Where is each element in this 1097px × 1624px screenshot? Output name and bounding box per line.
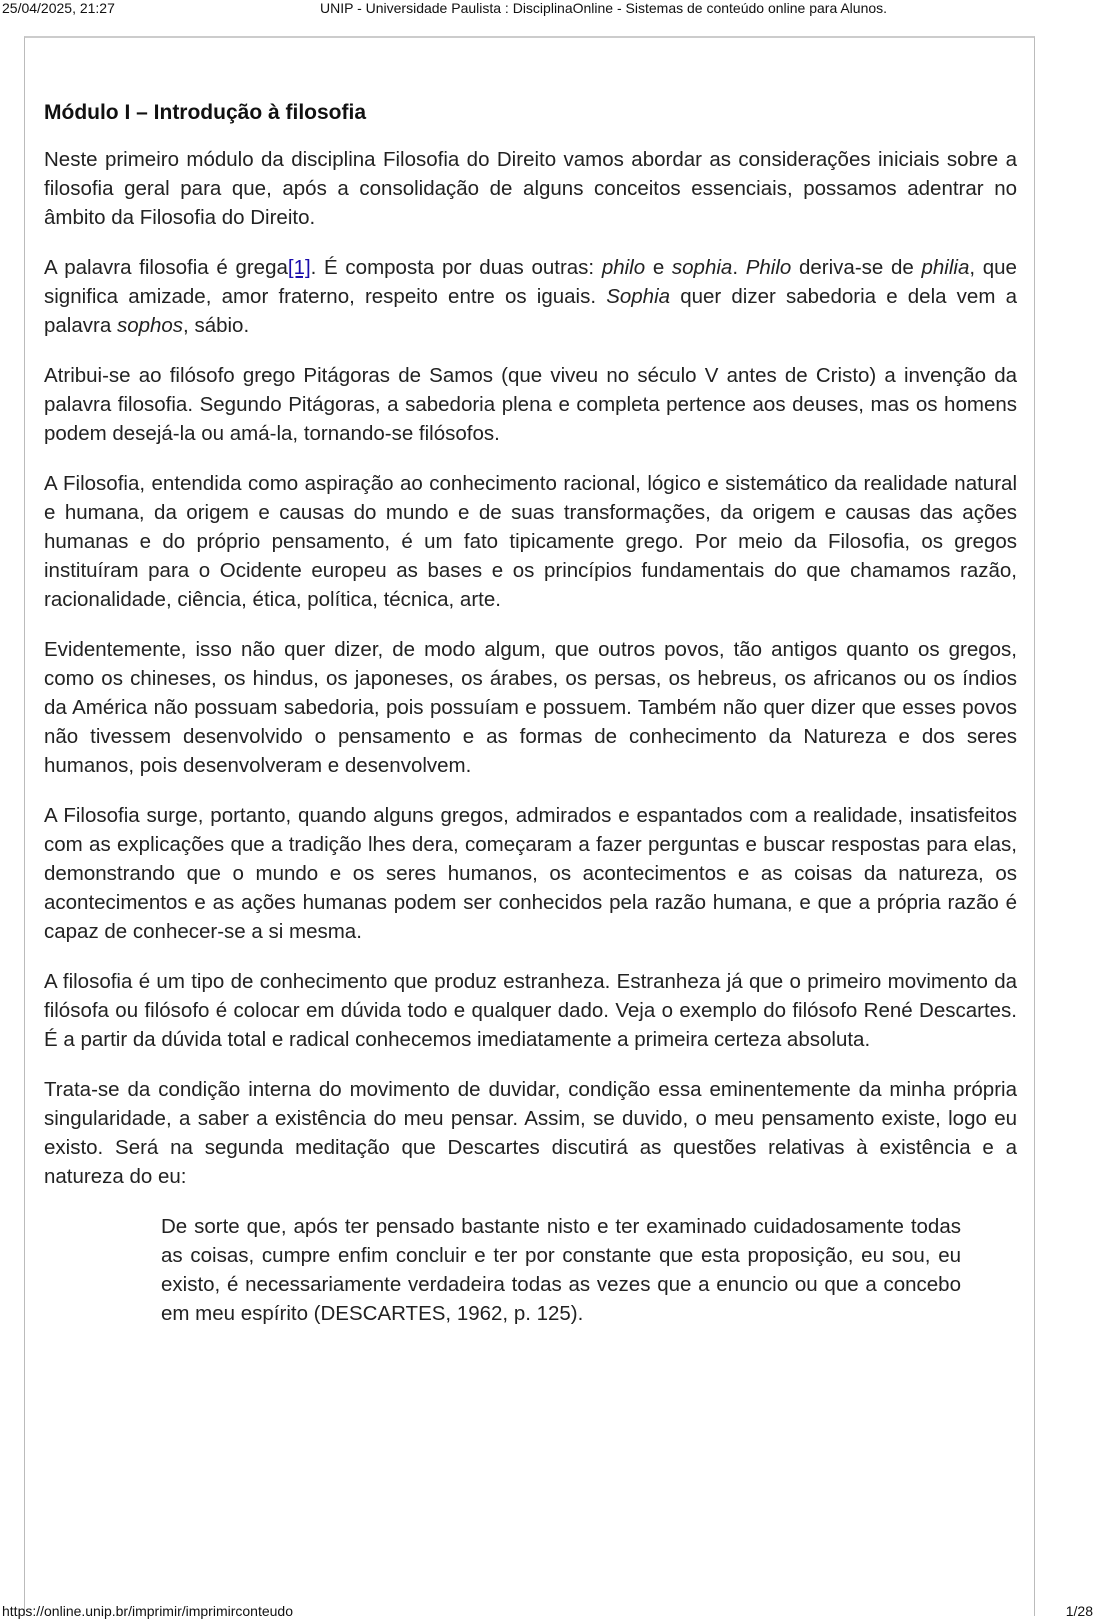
paragraph-pythagoras: Atribui-se ao filósofo grego Pitágoras de Samos (que viveu no século V antes de Cristo) a invenção da palavra filosofia. Segundo Pitágoras, a sabedoria plena e completa pertence aos deuses, mas os homens podem desejá-la ou amá-la, tornando-se filósofos. — [44, 364, 1017, 445]
italic-term: philo — [601, 256, 646, 279]
print-url: https://online.unip.br/imprimir/imprimirconteudo — [2, 1603, 293, 1619]
text: A palavra filosofia é grega — [44, 256, 288, 279]
paragraph-strangeness: A filosofia é um tipo de conhecimento que produz estranheza. Estranheza já que o primeiro movimento da filósofa ou filósofo é colocar em dúvida todo e qualquer dado. Veja o exemplo do filósofo René Descartes. É a partir da dúvida total e radical conhecemos imediatamente a primeira certeza absoluta. — [44, 970, 1017, 1051]
text: quer dizer sabedoria e dela vem a palavra — [44, 285, 1017, 337]
italic-term: sophos — [116, 314, 184, 337]
text: deriva-se de — [791, 256, 922, 279]
italic-term: philia — [921, 256, 970, 279]
paragraph-philosophy-definition: A Filosofia, entendida como aspiração ao conhecimento racional, lógico e sistemático da realidade natural e humana, da origem e causas do mundo e de suas transformações, da origem e causas das ações humanas e do próprio pensamento, é um fato tipicamente grego. Por meio da Filosofia, os gregos instituíram para o Ocidente europeu as bases e os princípios fundamentais do que chamamos razão, racionalidade, ciência, ética, política, técnica, arte. — [44, 472, 1017, 611]
paragraph-other-peoples: Evidentemente, isso não quer dizer, de modo algum, que outros povos, tão antigos quanto os gregos, como os chineses, os hindus, os japoneses, os árabes, os persas, os hebreus, os africanos ou os índios da América não possuam sabedoria, pois possuíam e possuem. Também não quer dizer que esses povos não tivessem desenvolvido o pensamento e as formas de conhecimento da Natureza e dos seres humanos, pois desenvolveram e desenvolvem. — [44, 638, 1017, 777]
paragraph-etymology — [44, 253, 1017, 340]
italic-term: Philo — [745, 256, 792, 279]
paragraph-intro: Neste primeiro módulo da disciplina Filosofia do Direito vamos abordar as considerações iniciais sobre a filosofia geral para que, após a consolidação de alguns conceitos essenciais, possamos adentrar no âmbito da Filosofia do Direito. — [44, 148, 1017, 229]
italic-term: sophia — [671, 256, 733, 279]
page-number: 1/28 — [1065, 1603, 1093, 1619]
text: . — [732, 256, 746, 279]
text: , sábio. — [183, 314, 250, 337]
text: . É composta por duas outras: — [310, 256, 602, 279]
paragraph-origin: A Filosofia surge, portanto, quando alguns gregos, admirados e espantados com a realidade, insatisfeitos com as explicações que a tradição lhes dera, começaram a fazer perguntas e buscar respostas para elas, demonstrando que o mundo e os seres humanos, os acontecimentos e as coisas da natureza, os acontecimentos e as ações humanas podem ser conhecidos pela razão humana, e que a própria razão é capaz de conhecer-se a si mesma. — [44, 804, 1017, 943]
italic-term: Sophia — [606, 285, 671, 308]
print-datetime: 25/04/2025, 21:27 — [2, 0, 115, 16]
descartes-quote: De sorte que, após ter pensado bastante nisto e ter examinado cuidadosamente todas as coisas, cumpre enfim concluir e ter por constante que esta proposição, eu sou, eu existo, é necessariamente verdadeira todas as vezes que a enuncio ou que a concebo em meu espírito (DESCARTES, 1962, p. 125). — [161, 1215, 961, 1325]
text: , que significa amizade, amor fraterno, respeito entre os iguais. — [44, 256, 1017, 308]
module-content — [44, 98, 1017, 1328]
footnote-link[interactable]: [1] — [287, 256, 311, 279]
text: e — [645, 256, 672, 279]
print-page-title: UNIP - Universidade Paulista : DisciplinaOnline - Sistemas de conteúdo online para Alunos. — [320, 0, 888, 16]
paragraph-doubt: Trata-se da condição interna do movimento de duvidar, condição essa eminentemente da minha própria singularidade, a saber a existência do meu pensar. Assim, se duvido, o meu pensamento existe, logo eu existo. Será na segunda meditação que Descartes discutirá as questões relativas à existência e a natureza do eu: — [44, 1078, 1017, 1188]
module-heading: Módulo I – Introdução à filosofia — [44, 101, 367, 124]
